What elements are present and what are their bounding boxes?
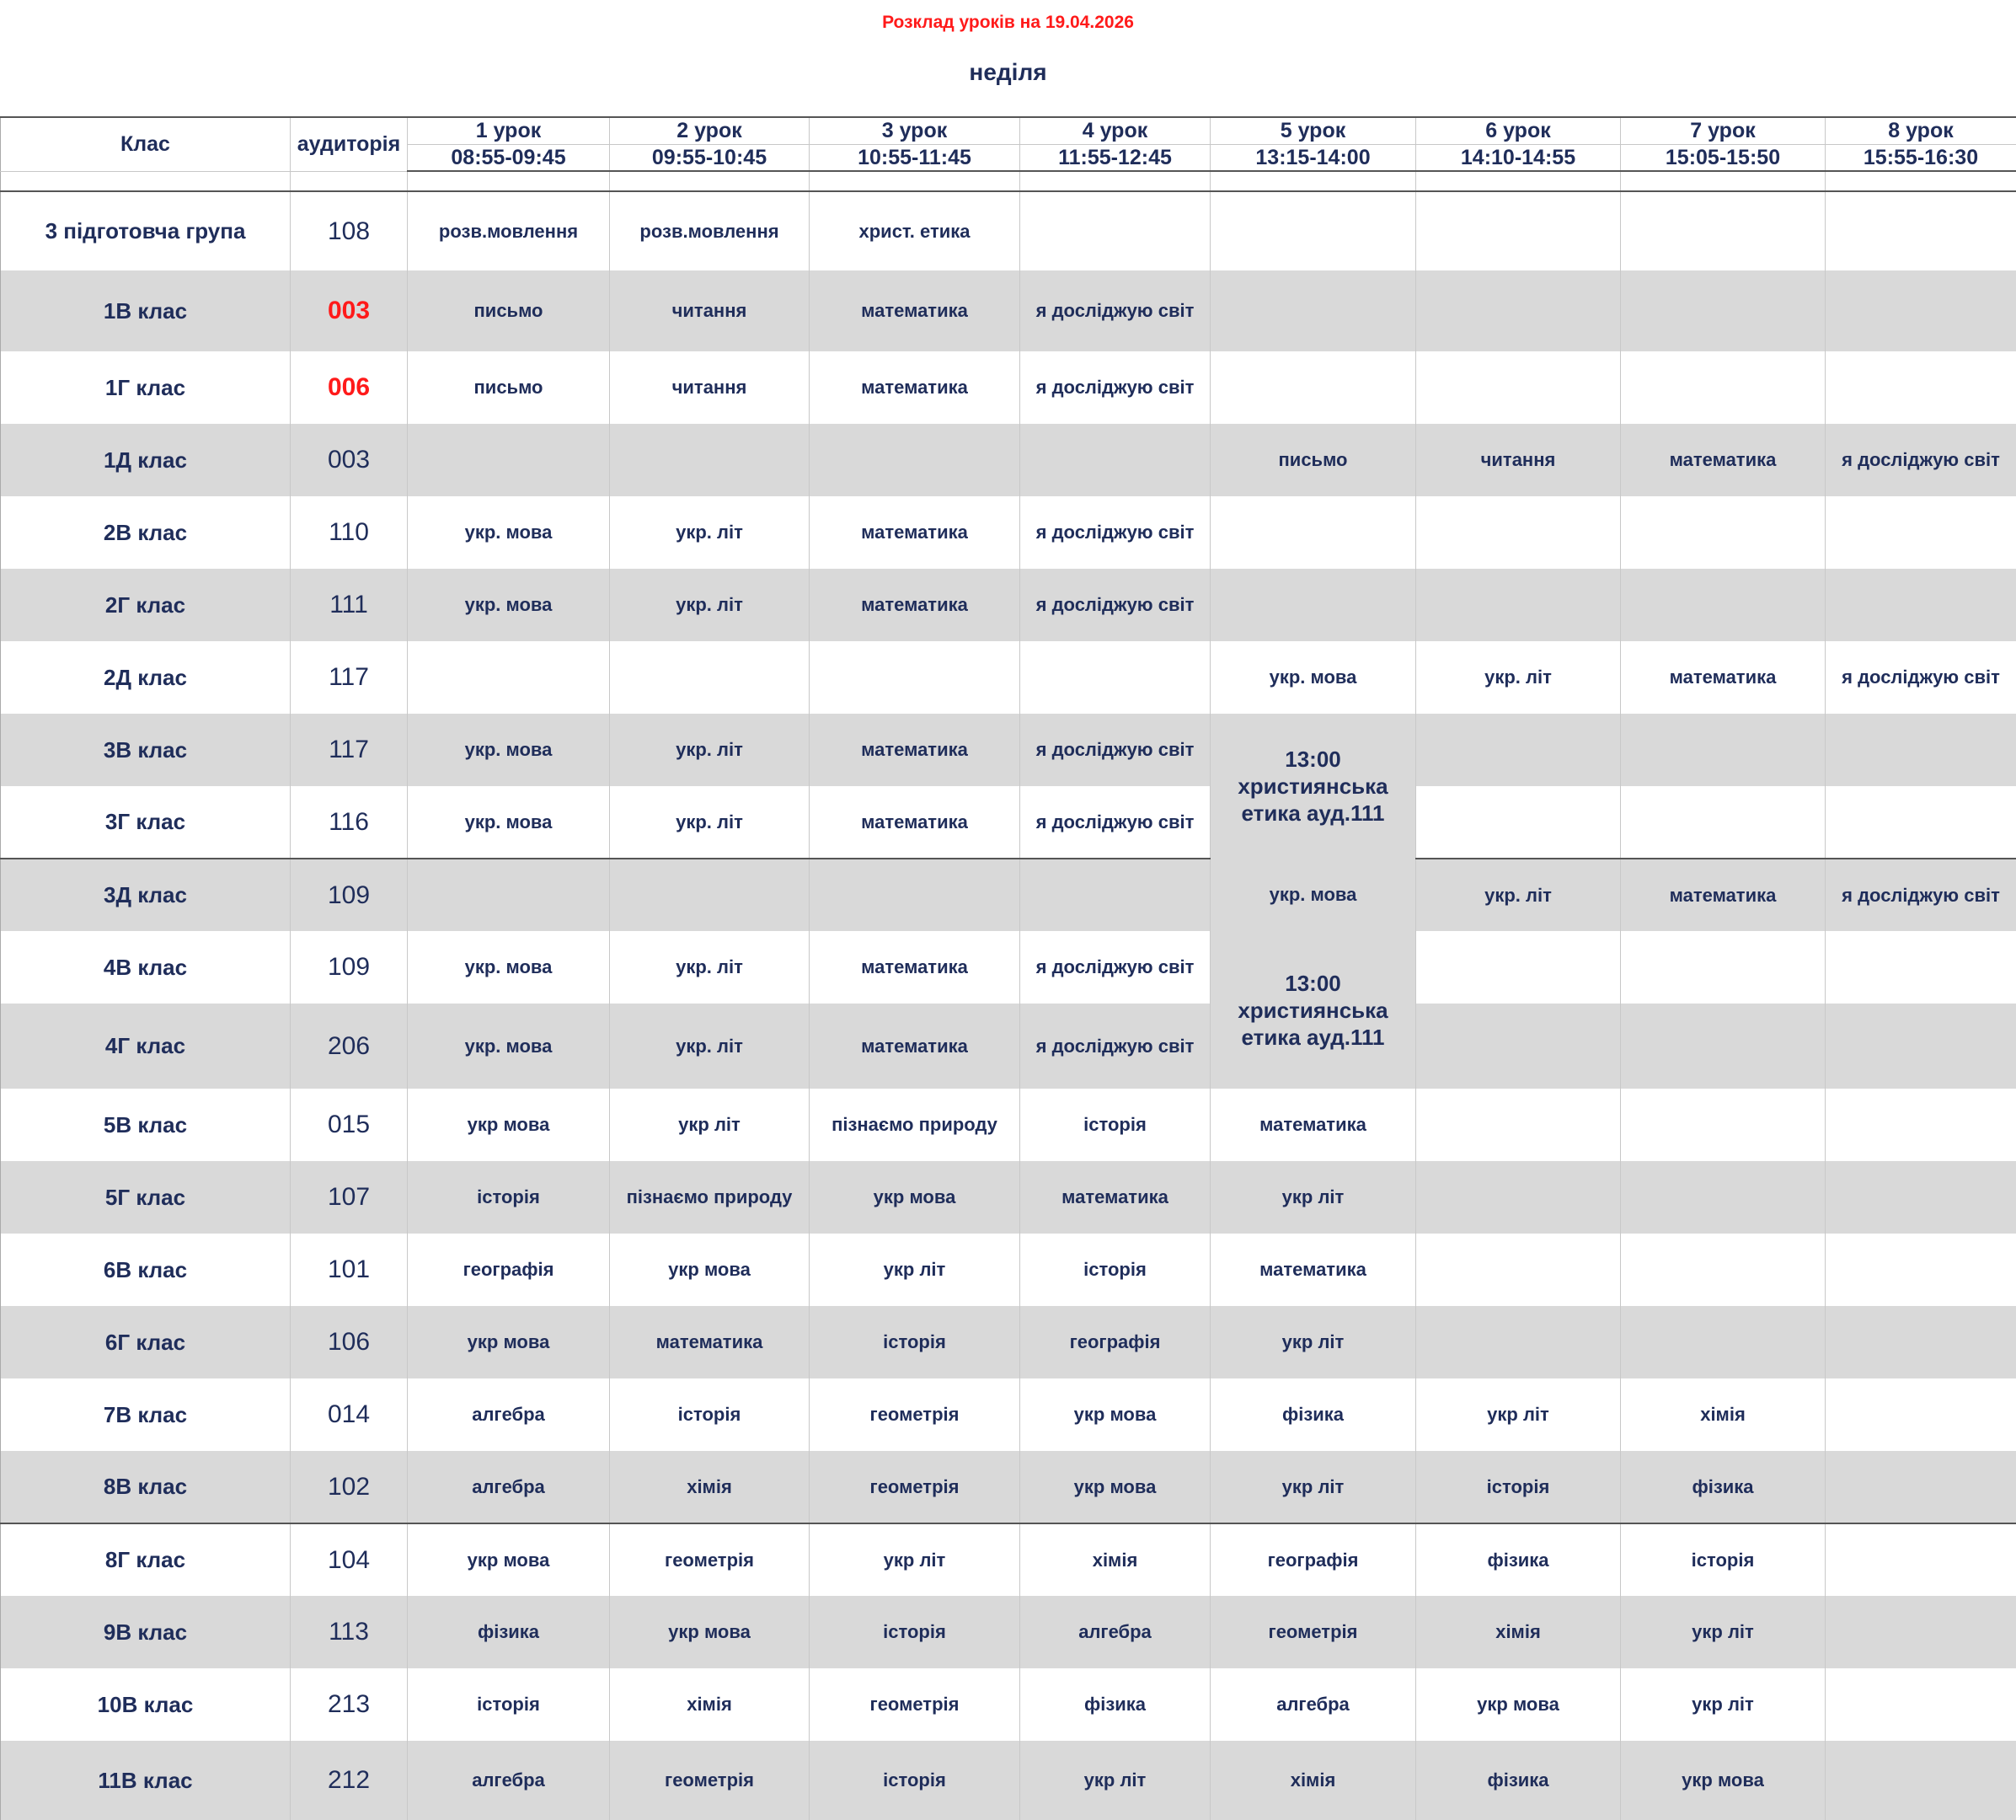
room-cell: 206 — [291, 1004, 408, 1089]
lesson-cell: фізика — [1416, 1741, 1621, 1820]
lesson-cell — [610, 424, 810, 496]
lesson-cell — [1416, 1004, 1621, 1089]
lesson-cell: укр. літ — [610, 496, 810, 569]
class-name-cell: 3 підготовча група — [1, 191, 291, 270]
header-lesson-time: 13:15-14:00 — [1211, 144, 1416, 171]
header-lesson-name: 2 урок — [610, 117, 810, 144]
header-lesson-name: 5 урок — [1211, 117, 1416, 144]
room-cell: 003 — [291, 424, 408, 496]
header-room: аудиторія — [291, 117, 408, 171]
lesson-cell: укр літ — [1416, 1378, 1621, 1451]
lesson-cell — [1416, 1306, 1621, 1378]
lesson-cell: читання — [610, 351, 810, 424]
room-cell: 106 — [291, 1306, 408, 1378]
lesson-cell: математика — [1621, 641, 1826, 714]
lesson-cell — [1416, 351, 1621, 424]
class-name-cell: 10В клас — [1, 1668, 291, 1741]
lesson-cell — [610, 859, 810, 931]
lesson-cell — [1826, 1596, 2016, 1668]
lesson-cell: математика — [610, 1306, 810, 1378]
table-row — [1, 931, 2016, 1004]
table-row — [1, 714, 2016, 786]
lesson-cell: математика — [810, 931, 1020, 1004]
lesson-cell — [1211, 191, 1416, 270]
header-lesson-name: 6 урок — [1416, 117, 1621, 144]
lesson-cell — [1826, 496, 2016, 569]
lesson-cell: укр. мова — [408, 1004, 610, 1089]
lesson-cell — [1826, 1741, 2016, 1820]
lesson-cell: укр. мова — [408, 714, 610, 786]
lesson-cell — [1416, 1089, 1621, 1161]
merged-note-cell: 13:00 християнська етика ауд.111 — [1211, 931, 1416, 1089]
lesson-cell: письмо — [408, 351, 610, 424]
lesson-cell: укр мова — [408, 1306, 610, 1378]
lesson-cell: укр літ — [1211, 1161, 1416, 1234]
lesson-cell: алгебра — [1211, 1668, 1416, 1741]
room-cell: 003 — [291, 270, 408, 351]
room-cell: 109 — [291, 859, 408, 931]
lesson-cell: укр літ — [1211, 1451, 1416, 1523]
class-name-cell: 2Д клас — [1, 641, 291, 714]
lesson-cell — [1020, 424, 1211, 496]
lesson-cell: укр. мова — [1211, 641, 1416, 714]
lesson-cell: хімія — [1211, 1741, 1416, 1820]
lesson-cell — [1416, 270, 1621, 351]
header-lesson-time: 10:55-11:45 — [810, 144, 1020, 171]
lesson-cell: укр мова — [1416, 1668, 1621, 1741]
lesson-cell — [1416, 1234, 1621, 1306]
lesson-cell: укр. мова — [1211, 859, 1416, 931]
header-lesson-name: 1 урок — [408, 117, 610, 144]
table-row — [1, 1668, 2016, 1741]
merged-note-cell: 13:00 християнська етика ауд.111 — [1211, 714, 1416, 859]
lesson-cell: математика — [1020, 1161, 1211, 1234]
table-row — [1, 1523, 2016, 1596]
lesson-cell — [1416, 786, 1621, 859]
lesson-cell: укр. мова — [408, 569, 610, 641]
table-row — [1, 786, 2016, 859]
lesson-cell: письмо — [408, 270, 610, 351]
lesson-cell: історія — [408, 1668, 610, 1741]
lesson-cell — [1826, 1004, 2016, 1089]
lesson-cell — [1211, 270, 1416, 351]
lesson-cell: геометрія — [810, 1668, 1020, 1741]
lesson-cell — [1416, 931, 1621, 1004]
lesson-cell: хімія — [1621, 1378, 1826, 1451]
lesson-cell: історія — [810, 1306, 1020, 1378]
lesson-cell — [1621, 1004, 1826, 1089]
lesson-cell: укр. літ — [1416, 641, 1621, 714]
table-row — [1, 1378, 2016, 1451]
lesson-cell: розв.мовлення — [408, 191, 610, 270]
lesson-cell: алгебра — [408, 1451, 610, 1523]
lesson-cell — [610, 641, 810, 714]
lesson-cell: геометрія — [810, 1378, 1020, 1451]
lesson-cell: математика — [810, 351, 1020, 424]
lesson-cell: розв.мовлення — [610, 191, 810, 270]
lesson-cell: я досліджую світ — [1020, 496, 1211, 569]
lesson-cell: укр мова — [408, 1089, 610, 1161]
lesson-cell — [810, 859, 1020, 931]
lesson-cell — [1826, 270, 2016, 351]
lesson-cell: укр. літ — [1416, 859, 1621, 931]
lesson-cell: я досліджую світ — [1020, 786, 1211, 859]
lesson-cell — [1416, 569, 1621, 641]
class-name-cell: 2В клас — [1, 496, 291, 569]
lesson-cell — [1826, 351, 2016, 424]
room-cell: 101 — [291, 1234, 408, 1306]
lesson-cell: історія — [408, 1161, 610, 1234]
lesson-cell: геометрія — [810, 1451, 1020, 1523]
lesson-cell: я досліджую світ — [1020, 1004, 1211, 1089]
lesson-cell — [1826, 1161, 2016, 1234]
lesson-cell: я досліджую світ — [1020, 931, 1211, 1004]
room-cell: 111 — [291, 569, 408, 641]
lesson-cell — [1621, 1161, 1826, 1234]
lesson-cell — [1416, 496, 1621, 569]
lesson-cell: укр. мова — [408, 786, 610, 859]
table-row — [1, 641, 2016, 714]
room-cell: 108 — [291, 191, 408, 270]
lesson-cell: географія — [1020, 1306, 1211, 1378]
lesson-cell: математика — [1621, 859, 1826, 931]
room-cell: 014 — [291, 1378, 408, 1451]
table-row — [1, 1004, 2016, 1089]
room-cell: 104 — [291, 1523, 408, 1596]
room-cell: 117 — [291, 641, 408, 714]
schedule-table — [0, 116, 2016, 1820]
lesson-cell: геометрія — [1211, 1596, 1416, 1668]
lesson-cell — [1826, 1668, 2016, 1741]
room-cell: 116 — [291, 786, 408, 859]
room-cell: 107 — [291, 1161, 408, 1234]
lesson-cell: я досліджую світ — [1020, 351, 1211, 424]
lesson-cell — [1621, 496, 1826, 569]
lesson-cell: алгебра — [408, 1378, 610, 1451]
lesson-cell — [1416, 191, 1621, 270]
lesson-cell — [1826, 191, 2016, 270]
header-lesson-time: 15:55-16:30 — [1826, 144, 2016, 171]
lesson-cell: укр мова — [810, 1161, 1020, 1234]
lesson-cell: історія — [1416, 1451, 1621, 1523]
lesson-cell: я досліджую світ — [1020, 714, 1211, 786]
table-row — [1, 1451, 2016, 1523]
lesson-cell: я досліджую світ — [1826, 641, 2016, 714]
lesson-cell: геометрія — [610, 1523, 810, 1596]
lesson-cell: письмо — [1211, 424, 1416, 496]
lesson-cell: математика — [810, 270, 1020, 351]
header-lesson-time: 11:55-12:45 — [1020, 144, 1211, 171]
lesson-cell: укр літ — [1211, 1306, 1416, 1378]
class-name-cell: 5В клас — [1, 1089, 291, 1161]
lesson-cell — [1826, 786, 2016, 859]
room-cell: 212 — [291, 1741, 408, 1820]
class-name-cell: 5Г клас — [1, 1161, 291, 1234]
lesson-cell: укр літ — [1621, 1596, 1826, 1668]
lesson-cell: фізика — [1416, 1523, 1621, 1596]
lesson-cell: алгебра — [1020, 1596, 1211, 1668]
day-of-week: неділя — [0, 59, 2016, 86]
lesson-cell — [810, 641, 1020, 714]
lesson-cell — [1211, 496, 1416, 569]
table-row — [1, 859, 2016, 931]
table-row — [1, 270, 2016, 351]
lesson-cell: укр. літ — [610, 569, 810, 641]
lesson-cell: фізика — [1020, 1668, 1211, 1741]
header-lesson-time: 08:55-09:45 — [408, 144, 610, 171]
header-lesson-time: 15:05-15:50 — [1621, 144, 1826, 171]
lesson-cell — [408, 641, 610, 714]
header-lesson-name: 3 урок — [810, 117, 1020, 144]
class-name-cell: 7В клас — [1, 1378, 291, 1451]
lesson-cell — [1020, 641, 1211, 714]
lesson-cell: історія — [1020, 1234, 1211, 1306]
lesson-cell — [810, 424, 1020, 496]
lesson-cell: фізика — [1621, 1451, 1826, 1523]
class-name-cell: 9В клас — [1, 1596, 291, 1668]
class-name-cell: 4В клас — [1, 931, 291, 1004]
lesson-cell — [1621, 1234, 1826, 1306]
room-cell: 109 — [291, 931, 408, 1004]
lesson-cell: укр літ — [610, 1089, 810, 1161]
header-class: Клас — [1, 117, 291, 171]
table-row — [1, 1089, 2016, 1161]
lesson-cell — [1826, 931, 2016, 1004]
class-name-cell: 1Г клас — [1, 351, 291, 424]
class-name-cell: 3В клас — [1, 714, 291, 786]
lesson-cell: укр літ — [810, 1523, 1020, 1596]
table-row — [1, 1306, 2016, 1378]
lesson-cell: хімія — [1416, 1596, 1621, 1668]
lesson-cell: математика — [810, 786, 1020, 859]
class-name-cell: 11В клас — [1, 1741, 291, 1820]
table-row — [1, 351, 2016, 424]
lesson-cell — [1826, 1306, 2016, 1378]
lesson-cell: географія — [1211, 1523, 1416, 1596]
lesson-cell — [408, 424, 610, 496]
lesson-cell: укр. літ — [610, 714, 810, 786]
class-name-cell: 8В клас — [1, 1451, 291, 1523]
table-row — [1, 496, 2016, 569]
lesson-cell: христ. етика — [810, 191, 1020, 270]
lesson-cell — [1621, 191, 1826, 270]
room-cell: 110 — [291, 496, 408, 569]
lesson-cell: математика — [1211, 1234, 1416, 1306]
header-lesson-time: 09:55-10:45 — [610, 144, 810, 171]
lesson-cell: я досліджую світ — [1826, 424, 2016, 496]
room-cell: 015 — [291, 1089, 408, 1161]
lesson-cell: читання — [610, 270, 810, 351]
lesson-cell: читання — [1416, 424, 1621, 496]
lesson-cell: укр літ — [1020, 1741, 1211, 1820]
lesson-cell: укр мова — [1020, 1451, 1211, 1523]
lesson-cell: математика — [1211, 1089, 1416, 1161]
lesson-cell: укр мова — [408, 1523, 610, 1596]
room-cell: 113 — [291, 1596, 408, 1668]
lesson-cell: фізика — [408, 1596, 610, 1668]
lesson-cell — [1621, 1306, 1826, 1378]
lesson-cell: укр. літ — [610, 1004, 810, 1089]
lesson-cell — [1826, 1234, 2016, 1306]
lesson-cell: хімія — [1020, 1523, 1211, 1596]
room-cell: 102 — [291, 1451, 408, 1523]
class-name-cell: 6В клас — [1, 1234, 291, 1306]
table-row — [1, 1161, 2016, 1234]
lesson-cell: укр літ — [1621, 1668, 1826, 1741]
lesson-cell: пізнаємо природу — [810, 1089, 1020, 1161]
lesson-cell — [1621, 1089, 1826, 1161]
class-name-cell: 3Г клас — [1, 786, 291, 859]
class-name-cell: 2Г клас — [1, 569, 291, 641]
table-row — [1, 1234, 2016, 1306]
lesson-cell: укр мова — [1621, 1741, 1826, 1820]
lesson-cell — [1826, 569, 2016, 641]
lesson-cell — [1826, 1523, 2016, 1596]
lesson-cell: історія — [1020, 1089, 1211, 1161]
header-lesson-name: 7 урок — [1621, 117, 1826, 144]
lesson-cell: укр мова — [610, 1596, 810, 1668]
header-lesson-name: 4 урок — [1020, 117, 1211, 144]
lesson-cell: укр. літ — [610, 931, 810, 1004]
lesson-cell: математика — [810, 496, 1020, 569]
lesson-cell: математика — [810, 1004, 1020, 1089]
class-name-cell: 8Г клас — [1, 1523, 291, 1596]
lesson-cell — [1826, 1378, 2016, 1451]
schedule-body — [1, 191, 2016, 1820]
lesson-cell — [1020, 859, 1211, 931]
lesson-cell — [1416, 714, 1621, 786]
table-row — [1, 1741, 2016, 1820]
lesson-cell — [1826, 1451, 2016, 1523]
class-name-cell: 4Г клас — [1, 1004, 291, 1089]
lesson-cell — [1211, 351, 1416, 424]
lesson-cell — [1621, 569, 1826, 641]
room-cell: 213 — [291, 1668, 408, 1741]
lesson-cell — [1826, 1089, 2016, 1161]
lesson-cell: пізнаємо природу — [610, 1161, 810, 1234]
lesson-cell — [1621, 270, 1826, 351]
class-name-cell: 1В клас — [1, 270, 291, 351]
lesson-cell: укр літ — [810, 1234, 1020, 1306]
class-name-cell: 3Д клас — [1, 859, 291, 931]
lesson-cell — [1020, 191, 1211, 270]
lesson-cell: математика — [1621, 424, 1826, 496]
lesson-cell: історія — [810, 1596, 1020, 1668]
class-name-cell: 6Г клас — [1, 1306, 291, 1378]
lesson-cell: я досліджую світ — [1020, 569, 1211, 641]
lesson-cell — [1211, 569, 1416, 641]
lesson-cell — [1416, 1161, 1621, 1234]
room-cell: 117 — [291, 714, 408, 786]
lesson-cell: укр. мова — [408, 931, 610, 1004]
lesson-cell: я досліджую світ — [1826, 859, 2016, 931]
lesson-cell: укр мова — [610, 1234, 810, 1306]
lesson-cell: алгебра — [408, 1741, 610, 1820]
table-row — [1, 1596, 2016, 1668]
lesson-cell: я досліджую світ — [1020, 270, 1211, 351]
header-lesson-name: 8 урок — [1826, 117, 2016, 144]
table-row — [1, 569, 2016, 641]
lesson-cell — [1621, 714, 1826, 786]
lesson-cell: хімія — [610, 1668, 810, 1741]
room-cell: 006 — [291, 351, 408, 424]
lesson-cell: математика — [810, 714, 1020, 786]
lesson-cell — [1826, 714, 2016, 786]
lesson-cell: історія — [1621, 1523, 1826, 1596]
lesson-cell: хімія — [610, 1451, 810, 1523]
schedule-title: Розклад уроків на 19.04.2026 — [0, 13, 2016, 33]
lesson-cell: укр. літ — [610, 786, 810, 859]
lesson-cell: укр. мова — [408, 496, 610, 569]
lesson-cell — [1621, 931, 1826, 1004]
lesson-cell: історія — [810, 1741, 1020, 1820]
class-name-cell: 1Д клас — [1, 424, 291, 496]
lesson-cell — [408, 859, 610, 931]
lesson-cell: укр мова — [1020, 1378, 1211, 1451]
lesson-cell — [1621, 786, 1826, 859]
table-row — [1, 424, 2016, 496]
table-row — [1, 191, 2016, 270]
lesson-cell: математика — [810, 569, 1020, 641]
header-lesson-time: 14:10-14:55 — [1416, 144, 1621, 171]
lesson-cell: географія — [408, 1234, 610, 1306]
lesson-cell: історія — [610, 1378, 810, 1451]
lesson-cell: геометрія — [610, 1741, 810, 1820]
lesson-cell: фізика — [1211, 1378, 1416, 1451]
lesson-cell — [1621, 351, 1826, 424]
header-separator — [1, 171, 2016, 191]
